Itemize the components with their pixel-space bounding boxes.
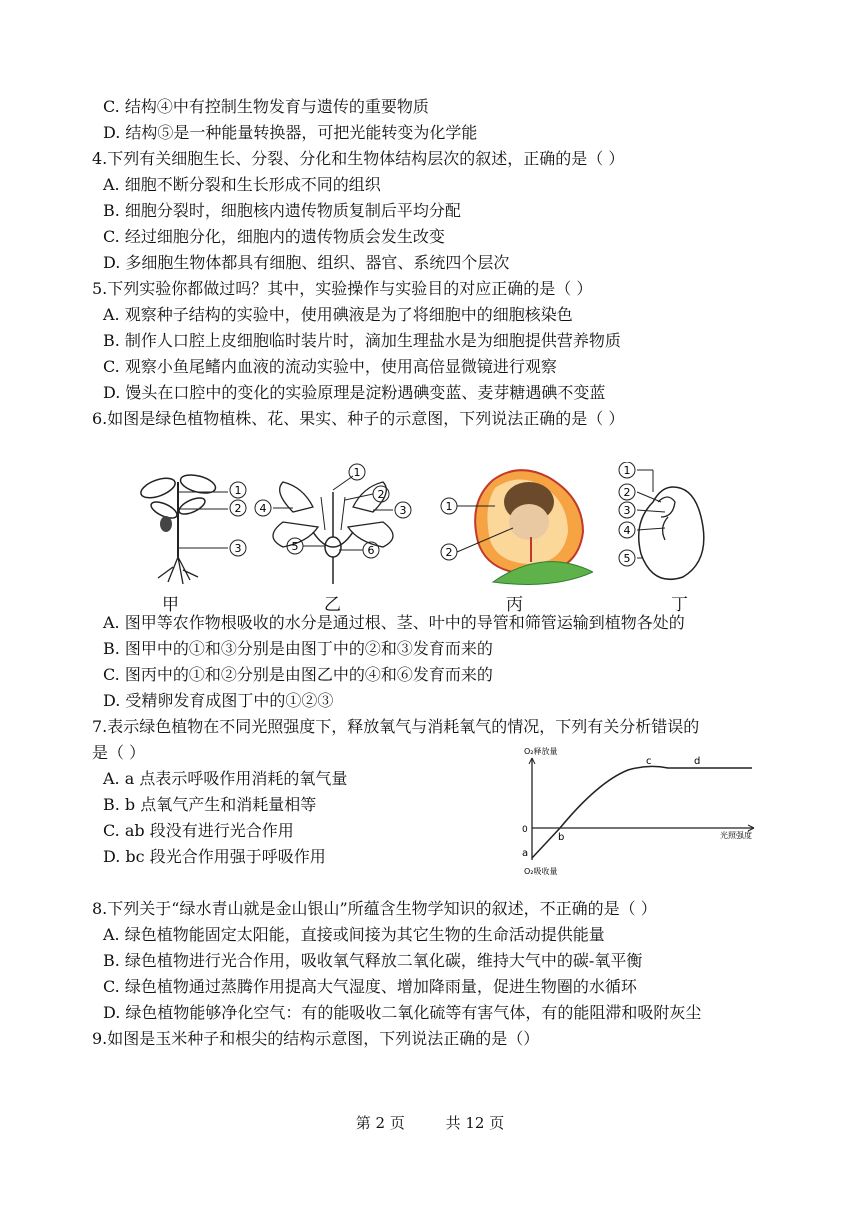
x-axis-label: 光照强度: [720, 831, 752, 840]
point-c: c: [646, 756, 652, 767]
plant-figure: [128, 462, 258, 590]
question-4: 4.下列有关细胞生长、分裂、分化和生物体结构层次的叙述，正确的是（ ）: [92, 149, 625, 168]
label-1: 1: [234, 484, 242, 497]
q5-option-d: D. 馒头在口腔中的变化的实验原理是淀粉遇碘变蓝、麦芽糖遇碘不变蓝: [103, 383, 606, 402]
svg-text:1: 1: [445, 500, 453, 513]
q6-option-b: B. 图甲中的①和③分别是由图丁中的②和③发育而来的: [103, 639, 493, 658]
svg-text:1: 1: [353, 466, 361, 479]
q8-option-a: A. 绿色植物能固定太阳能，直接或间接为其它生物的生命活动提供能量: [103, 925, 605, 944]
question-5: 5.下列实验你都做过吗？其中，实验操作与实验目的对应正确的是（ ）: [92, 279, 593, 298]
svg-text:3: 3: [399, 504, 407, 517]
page-number: 第 2 页: [355, 1114, 405, 1132]
svg-text:5: 5: [291, 540, 299, 553]
origin-label: 0: [522, 825, 528, 835]
q5-option-c: C. 观察小鱼尾鳍内血液的流动实验中，使用高倍显微镜进行观察: [103, 357, 557, 376]
flower-figure: [253, 462, 413, 590]
line-d-structure5: D. 结构⑤是一种能量转换器，可把光能转变为化学能: [103, 123, 478, 142]
q5-option-b: B. 制作人口腔上皮细胞临时装片时，滴加生理盐水是为细胞提供营养物质: [103, 331, 621, 350]
q8-option-d: D. 绿色植物能够净化空气：有的能吸收二氧化硫等有害气体，有的能阻滞和吸附灰尘: [103, 1003, 702, 1022]
figure-label-bing: 丙: [506, 595, 523, 615]
line-c-structure4: C. 结构④中有控制生物发育与遗传的重要物质: [103, 97, 429, 116]
svg-text:1: 1: [623, 464, 631, 477]
question-7: 7.表示绿色植物在不同光照强度下，释放氧气与消耗氧气的情况，下列有关分析错误的: [92, 717, 700, 736]
q7-option-b: B. b 点氧气产生和消耗量相等: [103, 795, 317, 814]
fruit-figure: [433, 462, 593, 590]
svg-text:2: 2: [377, 488, 385, 501]
q8-option-b: B. 绿色植物进行光合作用，吸收氧气释放二氧化碳，维持大气中的碳-氧平衡: [103, 951, 643, 970]
figure-label-jia: 甲: [162, 595, 179, 615]
q4-option-b: B. 细胞分裂时，细胞核内遗传物质复制后平均分配: [103, 201, 461, 220]
svg-text:3: 3: [623, 504, 631, 517]
y-top-label: O₂释放量: [524, 747, 558, 756]
page-footer: [0, 1112, 860, 1133]
point-a: a: [522, 848, 529, 859]
q6-figures: [128, 462, 728, 615]
q4-option-c: C. 经过细胞分化，细胞内的遗传物质会发生改变: [103, 227, 445, 246]
question-9: 9.如图是玉米种子和根尖的结构示意图，下列说法正确的是（）: [92, 1029, 540, 1048]
svg-text:5: 5: [623, 552, 631, 565]
figure-label-ding: 丁: [671, 595, 688, 615]
q7-option-d: D. bc 段光合作用强于呼吸作用: [103, 847, 326, 866]
seed-figure: [613, 462, 723, 590]
svg-text:2: 2: [623, 486, 631, 499]
q4-option-a: A. 细胞不断分裂和生长形成不同的组织: [103, 175, 381, 194]
label-2: 2: [234, 502, 242, 515]
q6-option-a: A. 图甲等农作物根吸收的水分是通过根、茎、叶中的导管和筛管运输到植物各处的: [103, 613, 685, 632]
svg-text:4: 4: [623, 524, 631, 537]
oxygen-light-graph: [518, 744, 758, 878]
q6-option-d: D. 受精卵发育成图丁中的①②③: [103, 691, 334, 710]
q5-option-a: A. 观察种子结构的实验中，使用碘液是为了将细胞中的细胞核染色: [103, 305, 573, 324]
label-3: 3: [234, 542, 242, 555]
q6-option-c: C. 图丙中的①和②分别是由图乙中的④和⑥发育而来的: [103, 665, 493, 684]
figure-label-yi: 乙: [324, 595, 341, 615]
svg-text:2: 2: [445, 546, 453, 559]
point-b: b: [558, 832, 565, 843]
point-d: d: [694, 756, 701, 767]
q4-option-d: D. 多细胞生物体都具有细胞、组织、器官、系统四个层次: [103, 253, 510, 272]
y-bottom-label: O₂吸收量: [524, 867, 558, 876]
question-6: 6.如图是绿色植物植株、花、果实、种子的示意图，下列说法正确的是（ ）: [92, 409, 625, 428]
total-pages: 共 12 页: [445, 1114, 505, 1132]
q7-option-a: A. a 点表示呼吸作用消耗的氧气量: [103, 769, 348, 788]
svg-text:6: 6: [367, 544, 375, 557]
q7-option-c: C. ab 段没有进行光合作用: [103, 821, 294, 840]
svg-text:4: 4: [259, 502, 267, 515]
q8-option-c: C. 绿色植物通过蒸腾作用提高大气湿度、增加降雨量，促进生物圈的水循环: [103, 977, 637, 996]
question-8: 8.下列关于“绿水青山就是金山银山”所蕴含生物学知识的叙述，不正确的是（ ）: [92, 899, 657, 918]
question-7-cont: 是（ ）: [92, 743, 146, 762]
